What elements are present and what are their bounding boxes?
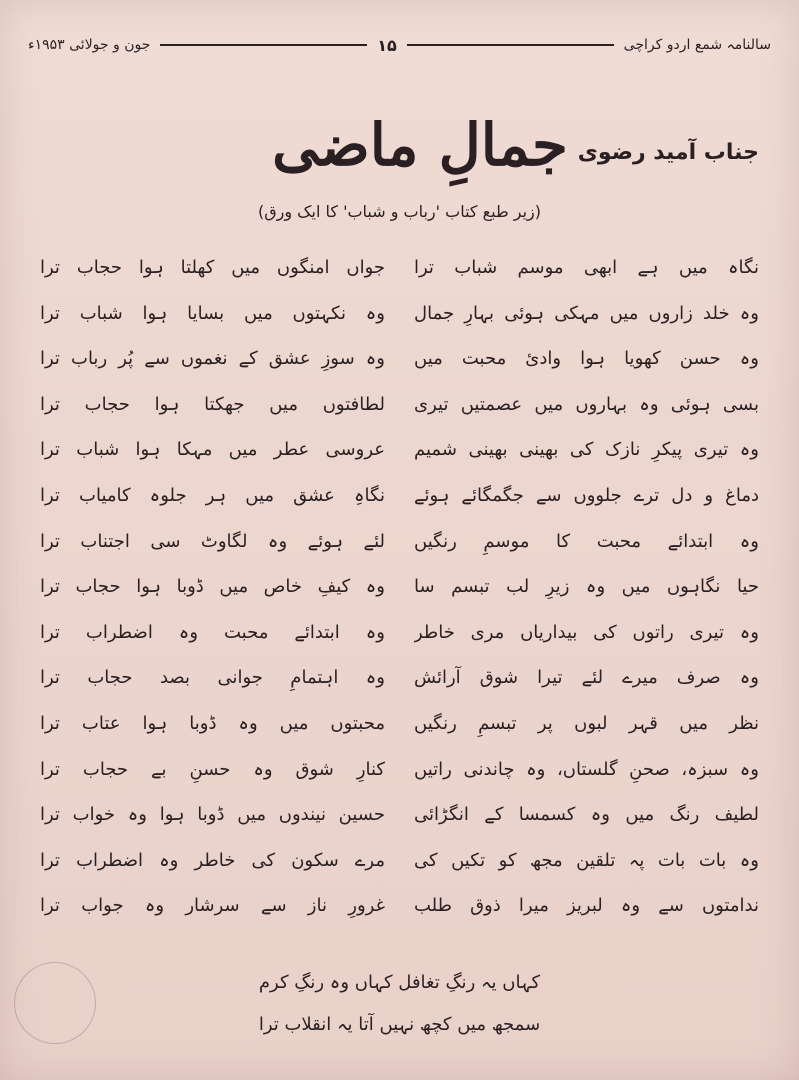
verse-line: وہ ابتدائے محبت وہ اضطراب ترا (40, 621, 385, 643)
poem-columns (40, 245, 759, 945)
verse-line: دماغ و دل ترے جلووں سے جگمگائے ہوئے (414, 484, 759, 506)
closing-couplet (0, 962, 799, 1046)
verse-line: نگاہ میں ہے ابھی موسم شباب ترا (414, 257, 759, 278)
verse-line: لطافتوں میں جھکتا ہوا حجاب ترا (40, 393, 385, 415)
verse-line: نگاہِ عشق میں ہر جلوہ کامیاب ترا (40, 484, 385, 506)
verse-line: نظر میں قہر لبوں پر تبسمِ رنگیں (414, 712, 759, 734)
verse-line: وہ حسن کھویا ہوا وادیٔ محبت میں (414, 348, 759, 370)
verse-line: مرے سکون کی خاطر وہ اضطراب ترا (40, 849, 385, 871)
header-right-text: سالنامہ شمع اردو کراچی (623, 37, 771, 53)
verse-line: وہ کیفِ خاص میں ڈوبا ہوا حجاب ترا (40, 576, 385, 598)
poem-title: جمالِ ماضی (272, 111, 568, 179)
verse-line: بسی ہوئی وہ بہاروں میں عصمتیں تیری (414, 393, 759, 415)
verse-line: وہ صرف میرے لئے تیرا شوق آرائش (414, 667, 759, 689)
verse-line: حیا نگاہوں میں وہ زیرِ لب تبسم سا (414, 576, 759, 598)
author-name: جناب آمید رضوی (577, 140, 759, 165)
running-head (28, 32, 771, 58)
header-rule-left (160, 44, 367, 46)
verse-line: لطیف رنگ میں وہ کسمسا کے انگڑائی (414, 804, 759, 826)
header-rule-right (407, 44, 614, 46)
right-column (414, 245, 759, 929)
title-block (40, 100, 759, 210)
verse-line: وہ بات بات پہ تلقین مجھ کو تکیں کی (414, 849, 759, 871)
verse-line: جواں امنگوں میں کھلتا ہوا حجاب ترا (40, 257, 385, 278)
verse-line: ندامتوں سے وہ لبریز میرا ذوق طلب (414, 895, 759, 917)
verse-line: وہ خلد زاروں میں مہکی ہوئی بہارِ جمال (414, 302, 759, 324)
verse-line: غرورِ ناز سے سرشار وہ جواب ترا (40, 895, 385, 917)
header-left-text: جون و جولائی ۱۹۵۳ء (28, 37, 151, 53)
verse-line: وہ اہتمامِ جوانی بصد حجاب ترا (40, 667, 385, 689)
verse-line: کہاں یہ رنگِ تغافل کہاں وہ رنگِ کرم (258, 972, 541, 993)
verse-line: وہ تیری راتوں کی بیداریاں مری خاطر (414, 621, 759, 643)
verse-line: وہ سوزِ عشق کے نغموں سے پُر رباب ترا (40, 348, 385, 370)
verse-line: وہ نکہتوں میں بسایا ہوا شباب ترا (40, 302, 385, 324)
poem-subtitle: (زیر طبع کتاب 'رباب و شباب' کا ایک ورق) (257, 202, 542, 221)
verse-line: محبتوں میں وہ ڈوبا ہوا عتاب ترا (40, 712, 385, 734)
verse-line: وہ سبزہ، صحنِ گلستاں، وہ چاندنی راتیں (414, 758, 759, 780)
verse-line: سمجھ میں کچھ نہیں آتا یہ انقلاب ترا (258, 1014, 541, 1035)
verse-line: کنارِ شوق وہ حسنِ بے حجاب ترا (40, 758, 385, 780)
left-column (40, 245, 385, 929)
verse-line: لئے ہوئے وہ لگاوٹ سی اجتناب ترا (40, 530, 385, 552)
verse-line: حسین نیندوں میں ڈوبا ہوا وہ خواب ترا (40, 804, 385, 826)
verse-line: وہ ابتدائے محبت کا موسمِ رنگیں (414, 530, 759, 552)
faded-stamp-mark (14, 962, 96, 1044)
verse-line: وہ تیری پیکرِ نازک کی بھینی بھینی شمیم (414, 439, 759, 461)
page-number: ۱۵ (377, 35, 397, 55)
verse-line: عروسی عطر میں مہکا ہوا شباب ترا (40, 439, 385, 461)
